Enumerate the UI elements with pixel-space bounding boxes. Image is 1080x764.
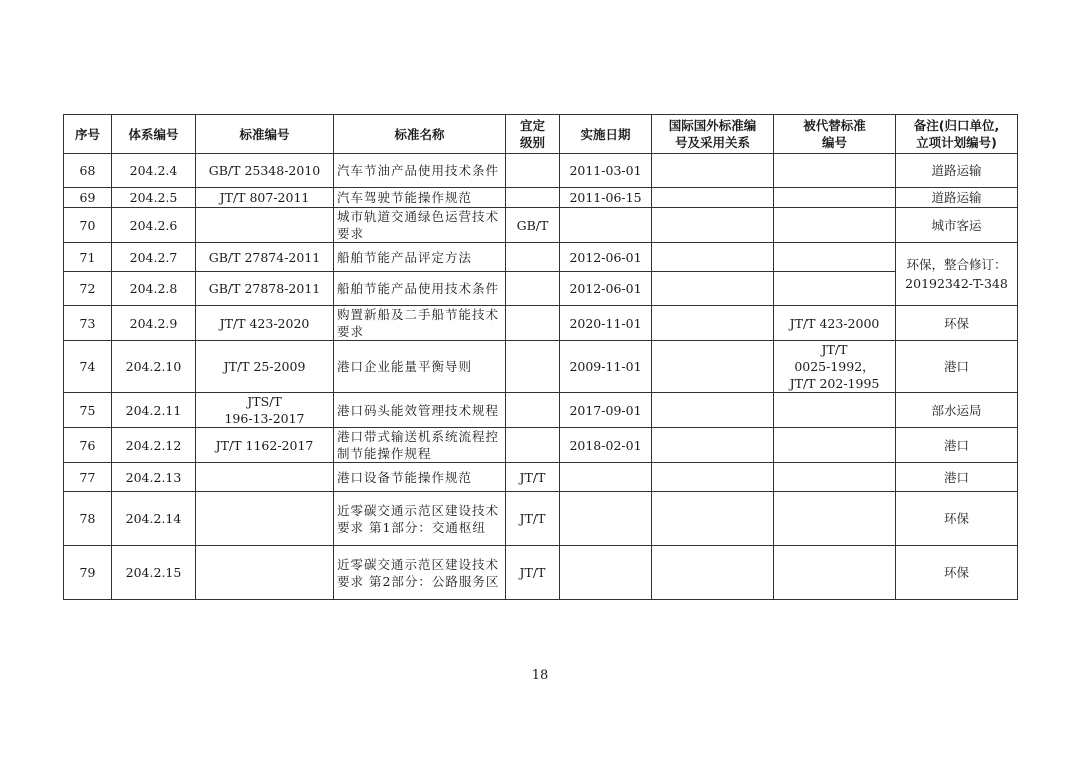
cell-standard-no bbox=[196, 546, 334, 600]
cell-level: JT/T bbox=[506, 463, 560, 492]
header-no: 序号 bbox=[64, 115, 112, 154]
cell-replaced bbox=[774, 492, 896, 546]
cell-standard-no: GB/T 25348-2010 bbox=[196, 154, 334, 188]
cell-standard-name: 汽车驾驶节能操作规范 bbox=[334, 188, 506, 208]
cell-no: 78 bbox=[64, 492, 112, 546]
cell-no: 77 bbox=[64, 463, 112, 492]
cell-level bbox=[506, 243, 560, 272]
cell-no: 69 bbox=[64, 188, 112, 208]
cell-system-no: 204.2.5 bbox=[112, 188, 196, 208]
cell-date: 2011-03-01 bbox=[560, 154, 652, 188]
cell-standard-no: JT/T 1162-2017 bbox=[196, 428, 334, 463]
table-row bbox=[64, 272, 1018, 306]
cell-note: 道路运输 bbox=[896, 154, 1018, 188]
cell-date: 2017-09-01 bbox=[560, 393, 652, 428]
cell-international bbox=[652, 188, 774, 208]
cell-international bbox=[652, 463, 774, 492]
cell-level bbox=[506, 341, 560, 393]
header-level: 宜定 级别 bbox=[506, 115, 560, 154]
cell-date: 2012-06-01 bbox=[560, 243, 652, 272]
cell-international bbox=[652, 393, 774, 428]
header-standard-name: 标准名称 bbox=[334, 115, 506, 154]
header-system-no: 体系编号 bbox=[112, 115, 196, 154]
cell-note: 道路运输 bbox=[896, 188, 1018, 208]
cell-standard-no: JT/T 25-2009 bbox=[196, 341, 334, 393]
cell-note: 环保 bbox=[896, 306, 1018, 341]
cell-level bbox=[506, 428, 560, 463]
cell-standard-no bbox=[196, 463, 334, 492]
cell-level bbox=[506, 272, 560, 306]
header-replaced: 被代替标准 编号 bbox=[774, 115, 896, 154]
cell-standard-name: 港口设备节能操作规范 bbox=[334, 463, 506, 492]
cell-no: 74 bbox=[64, 341, 112, 393]
cell-international bbox=[652, 341, 774, 393]
cell-date: 2009-11-01 bbox=[560, 341, 652, 393]
cell-system-no: 204.2.7 bbox=[112, 243, 196, 272]
cell-system-no: 204.2.11 bbox=[112, 393, 196, 428]
cell-no: 68 bbox=[64, 154, 112, 188]
cell-replaced bbox=[774, 188, 896, 208]
cell-note-merged: 环保，整合修订：20192342-T-348 bbox=[896, 243, 1018, 306]
cell-international bbox=[652, 492, 774, 546]
table-row bbox=[64, 154, 1018, 188]
cell-level bbox=[506, 154, 560, 188]
table-row bbox=[64, 306, 1018, 341]
cell-standard-no: JTS/T 196-13-2017 bbox=[196, 393, 334, 428]
cell-international bbox=[652, 306, 774, 341]
cell-standard-no bbox=[196, 208, 334, 243]
table-row bbox=[64, 393, 1018, 428]
cell-date: 2018-02-01 bbox=[560, 428, 652, 463]
cell-standard-no bbox=[196, 492, 334, 546]
standards-table-container bbox=[63, 114, 1017, 600]
cell-level: JT/T bbox=[506, 546, 560, 600]
cell-standard-name: 城市轨道交通绿色运营技术要求 bbox=[334, 208, 506, 243]
table-row bbox=[64, 341, 1018, 393]
cell-international bbox=[652, 154, 774, 188]
cell-standard-name: 汽车节油产品使用技术条件 bbox=[334, 154, 506, 188]
cell-standard-name: 港口码头能效管理技术规程 bbox=[334, 393, 506, 428]
cell-standard-no: GB/T 27874-2011 bbox=[196, 243, 334, 272]
cell-replaced bbox=[774, 208, 896, 243]
cell-replaced bbox=[774, 243, 896, 272]
cell-date bbox=[560, 492, 652, 546]
standards-table bbox=[63, 114, 1018, 600]
cell-replaced bbox=[774, 546, 896, 600]
cell-date bbox=[560, 208, 652, 243]
cell-note: 城市客运 bbox=[896, 208, 1018, 243]
cell-replaced bbox=[774, 154, 896, 188]
cell-system-no: 204.2.4 bbox=[112, 154, 196, 188]
cell-date bbox=[560, 463, 652, 492]
table-row bbox=[64, 546, 1018, 600]
cell-level: JT/T bbox=[506, 492, 560, 546]
cell-international bbox=[652, 546, 774, 600]
cell-replaced: JT/T 423-2000 bbox=[774, 306, 896, 341]
cell-system-no: 204.2.6 bbox=[112, 208, 196, 243]
cell-international bbox=[652, 208, 774, 243]
cell-standard-no: JT/T 807-2011 bbox=[196, 188, 334, 208]
header-note: 备注(归口单位, 立项计划编号) bbox=[896, 115, 1018, 154]
cell-standard-no: JT/T 423-2020 bbox=[196, 306, 334, 341]
table-row bbox=[64, 243, 1018, 272]
table-row bbox=[64, 208, 1018, 243]
header-standard-no: 标准编号 bbox=[196, 115, 334, 154]
cell-international bbox=[652, 272, 774, 306]
cell-note: 港口 bbox=[896, 428, 1018, 463]
cell-no: 71 bbox=[64, 243, 112, 272]
cell-system-no: 204.2.8 bbox=[112, 272, 196, 306]
cell-system-no: 204.2.13 bbox=[112, 463, 196, 492]
table-header-row bbox=[64, 115, 1018, 154]
header-date: 实施日期 bbox=[560, 115, 652, 154]
table-row bbox=[64, 492, 1018, 546]
cell-no: 79 bbox=[64, 546, 112, 600]
cell-no: 70 bbox=[64, 208, 112, 243]
cell-level bbox=[506, 306, 560, 341]
cell-date bbox=[560, 546, 652, 600]
cell-standard-name: 港口带式输送机系统流程控制节能操作规程 bbox=[334, 428, 506, 463]
cell-replaced bbox=[774, 463, 896, 492]
cell-note: 部水运局 bbox=[896, 393, 1018, 428]
cell-level bbox=[506, 393, 560, 428]
cell-international bbox=[652, 428, 774, 463]
cell-replaced bbox=[774, 393, 896, 428]
cell-replaced bbox=[774, 272, 896, 306]
cell-international bbox=[652, 243, 774, 272]
page-number: 18 bbox=[531, 668, 549, 683]
cell-note: 港口 bbox=[896, 341, 1018, 393]
cell-replaced bbox=[774, 428, 896, 463]
cell-standard-name: 近零碳交通示范区建设技术要求 第1部分：交通枢纽 bbox=[334, 492, 506, 546]
cell-system-no: 204.2.10 bbox=[112, 341, 196, 393]
table-row bbox=[64, 188, 1018, 208]
cell-system-no: 204.2.14 bbox=[112, 492, 196, 546]
cell-standard-name: 购置新船及二手船节能技术要求 bbox=[334, 306, 506, 341]
table-row bbox=[64, 463, 1018, 492]
cell-no: 72 bbox=[64, 272, 112, 306]
cell-level bbox=[506, 188, 560, 208]
cell-no: 73 bbox=[64, 306, 112, 341]
cell-no: 76 bbox=[64, 428, 112, 463]
cell-date: 2011-06-15 bbox=[560, 188, 652, 208]
cell-standard-name: 船舶节能产品评定方法 bbox=[334, 243, 506, 272]
cell-standard-no: GB/T 27878-2011 bbox=[196, 272, 334, 306]
cell-note: 环保 bbox=[896, 492, 1018, 546]
cell-date: 2020-11-01 bbox=[560, 306, 652, 341]
cell-no: 75 bbox=[64, 393, 112, 428]
cell-replaced: JT/T 0025-1992， JT/T 202-1995 bbox=[774, 341, 896, 393]
cell-system-no: 204.2.9 bbox=[112, 306, 196, 341]
cell-level: GB/T bbox=[506, 208, 560, 243]
cell-date: 2012-06-01 bbox=[560, 272, 652, 306]
cell-note: 环保 bbox=[896, 546, 1018, 600]
table-row bbox=[64, 428, 1018, 463]
cell-system-no: 204.2.15 bbox=[112, 546, 196, 600]
cell-note: 港口 bbox=[896, 463, 1018, 492]
cell-standard-name: 船舶节能产品使用技术条件 bbox=[334, 272, 506, 306]
cell-standard-name: 近零碳交通示范区建设技术要求 第2部分：公路服务区 bbox=[334, 546, 506, 600]
cell-standard-name: 港口企业能量平衡导则 bbox=[334, 341, 506, 393]
cell-system-no: 204.2.12 bbox=[112, 428, 196, 463]
header-international: 国际国外标准编 号及采用关系 bbox=[652, 115, 774, 154]
